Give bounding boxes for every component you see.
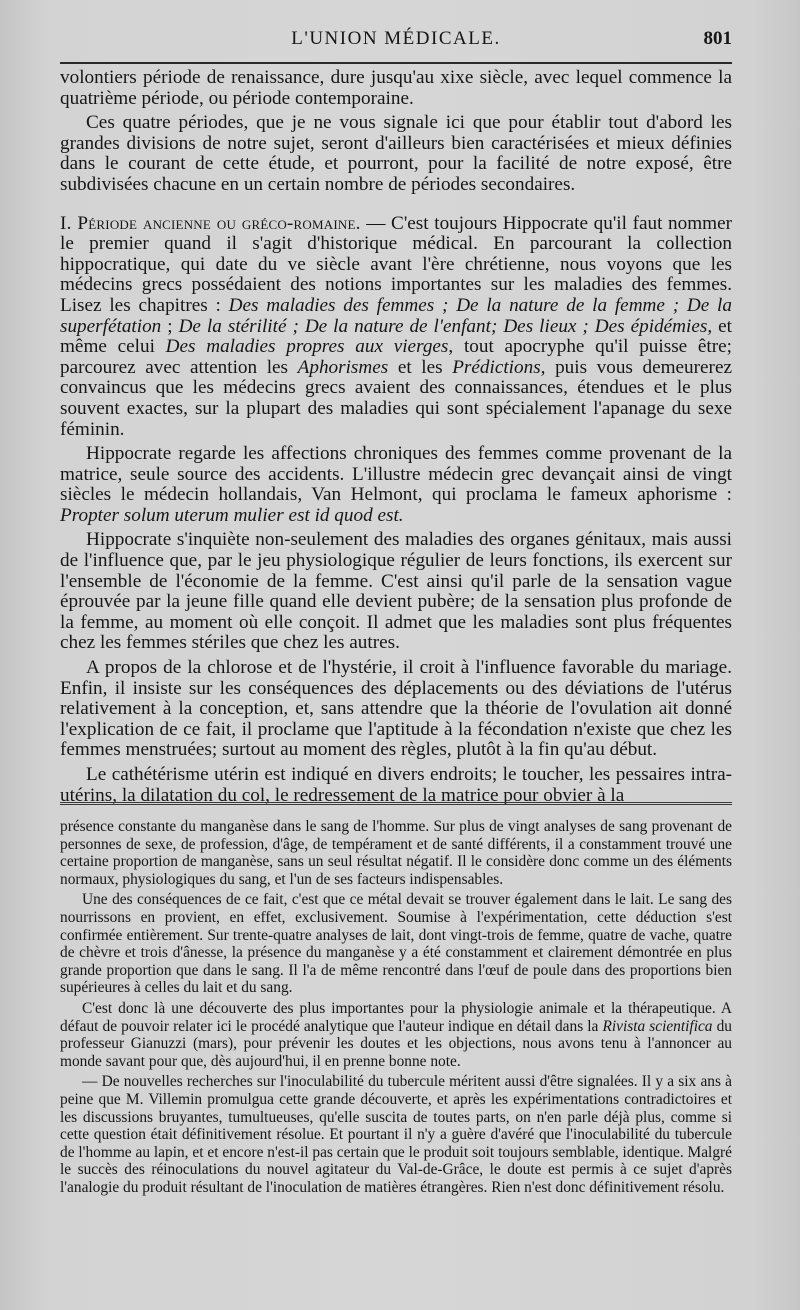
paragraph-1: volontiers période de renaissance, dure jusqu'au xixe siècle, avec lequel commence la quatrième période, ou période contemporaine. (60, 67, 732, 109)
paragraph-7: Le cathétérisme utérin est indiqué en divers endroits; le toucher, les pessaires intra-utérins, la dilatation du col, le redressement de la matrice pour obvier à la (60, 764, 732, 806)
p4-quote: Propter solum uterum mulier est id quod est. (60, 504, 404, 526)
feuilleton-text (60, 818, 732, 1196)
n3-text-a: C'est donc là une découverte des plus importantes pour la physiologie animale et la thérapeutique. A défaut de pouvoir relater ici le procédé analytique que l'auteur indique en détail dans la (60, 999, 732, 1035)
p3-text-d: et les (388, 356, 453, 378)
paragraph-5: Hippocrate s'inquiète non-seulement des maladies des organes génitaux, mais aussi de l'influence que, par le jeu physiologique régulier de leurs fonctions, ils exercent sur l'ensemble de l'économie de la femme. C'est ainsi qu'il parle de la sensation vague éprouvée par la jeune fille quand elle devient pubère; de la sensation plus profonde de la femme, au moment où elle conçoit. Il admet que les maladies sont plus fréquentes chez les femmes stériles que chez les autres. (60, 529, 732, 654)
paragraph-2: Ces quatre périodes, que je ne vous signale ici que pour établir tout d'abord les grandes divisions de notre sujet, seront d'ailleurs bien caractérisées et mieux définies dans le courant de cette étude, et pourront, pour la facilité de notre exposé, être subdivisées chacune en un certain nombre de périodes secondaires. (60, 112, 732, 195)
n3-text-b: du professeur Gianuzzi (mars), pour prévenir les doutes et les objections, nous avons tenu à l'annoncer au monde savant pour que, dès aujourd'hui, il en prenne bonne note. (60, 1017, 732, 1070)
p3-text-c: , tout apocryphe qu'il puisse être; parcourez avec attention les (60, 336, 733, 378)
page-number: 801 (703, 28, 732, 49)
feuilleton-rule (60, 802, 732, 808)
p4-text-a: Hippocrate regarde les affections chroniques des femmes comme provenant de la matrice, seule source des accidents. L'illustre médecin grec devançait ainsi de vingt siècles le médecin hollandais, Van Helmont, qui proclama le fameux aphorisme : (60, 443, 732, 506)
p3-title-3: Des maladies propres aux vierges (165, 336, 449, 358)
paragraph-4 (60, 444, 732, 526)
p3-title-2: De la stérilité ; De la nature de l'enfant; Des lieux ; Des épidémies (178, 315, 708, 337)
page-header (60, 28, 732, 56)
note-3 (60, 1000, 732, 1070)
p3-title-4: Aphorismes (297, 356, 389, 378)
note-4: — De nouvelles recherches sur l'inoculabilité du tubercule méritent aussi d'être signalées. Il y a six ans à peine que M. Villemin promulgua cette grande découverte, et après les expérimentations contradictoires et les discussions bruyantes, tumultueuses, qu'elle suscita de toutes parts, on n'en parle déjà plus, comme si cette question était définitivement résolue. Et pourtant il n'y a guère d'avéré que l'inoculabilité du tubercule de l'homme au lapin, et et encore n'est-il pas certain que le produit soit toujours semblable, identique. Malgré le succès des réinoculations du nouvel agitateur du Val-de-Grâce, le doute est permis à ce sujet d'après l'analogie du produit résultant de l'inoculation de matières étrangères. Rien n'est donc définitivement résolu. (60, 1073, 732, 1196)
p3-text-b: , et même celui (60, 315, 732, 358)
p3-text-a: — C'est toujours Hippocrate qu'il faut nommer le premier quand il s'agit d'historique médical. En parcourant la collection hippocratique, qui date du ve siècle avant l'ère chrétienne, nous voyons que les médecins grecs possédaient des notions importantes sur les maladies des femmes. Lisez les chapitres : (60, 212, 732, 316)
p3-title-5: Prédictions, (452, 356, 546, 378)
p3-title-1: Des maladies des femmes ; De la nature de la femme ; De la superfétation (60, 294, 732, 337)
p3-text-e: puis vous demeurerez convaincus que les médecins grecs avaient des connaissances, étendues et le plus souvent exactes, sur la plupart des maladies qui sont spécialement l'apanage du sexe féminin. (60, 356, 732, 440)
section-heading: I. Période ancienne ou gréco-romaine. (60, 212, 361, 234)
note-2: Une des conséquences de ce fait, c'est que ce métal devait se trouver également dans le lait. Le sang des nourrissons en provient, en effet, exclusivement. Soumise à l'expérimentation, cette déduction s'est confirmée entièrement. Sur trente-quatre analyses de lait, dont vingt-trois de femme, quatre de vache, quatre de chèvre et trois d'ânesse, la présence du manganèse y a été constamment et clairement démontrée en plus grande proportion que dans le sang. Il l'a de même rencontré dans l'œuf de poule dans des proportions bien supérieures à celles du lait et du sang. (60, 891, 732, 997)
main-text (60, 68, 732, 806)
running-title: L'UNION MÉDICALE. (291, 28, 501, 49)
paragraph-6: A propos de la chlorose et de l'hystérie, il croit à l'influence favorable du mariage. Enfin, il insiste sur les conséquences des déplacements ou des déviations de l'utérus relativement à la conception, et, sans attendre que la théorie de l'ovulation ait donné l'explication de ce fait, il proclame que l'aptitude à la fécondation n'existe que chez les femmes menstruées; surtout au moment des règles, plutôt à la fin qu'au début. (60, 657, 732, 761)
n3-journal: Rivista scientifica (602, 1017, 713, 1035)
header-rule (60, 62, 732, 64)
p3-sep-1: ; (161, 315, 179, 337)
note-1: présence constante du manganèse dans le sang de l'homme. Sur plus de vingt analyses de sang provenant de personnes de sexe, de profession, d'âge, de tempérament et de santé différents, il a constamment trouvé une certaine proportion de manganèse, sans un seul résultat négatif. Il le considère donc comme un des éléments normaux, physiologiques du sang, et l'un de ses facteurs indispensables. (60, 818, 732, 888)
paragraph-3 (60, 214, 732, 441)
